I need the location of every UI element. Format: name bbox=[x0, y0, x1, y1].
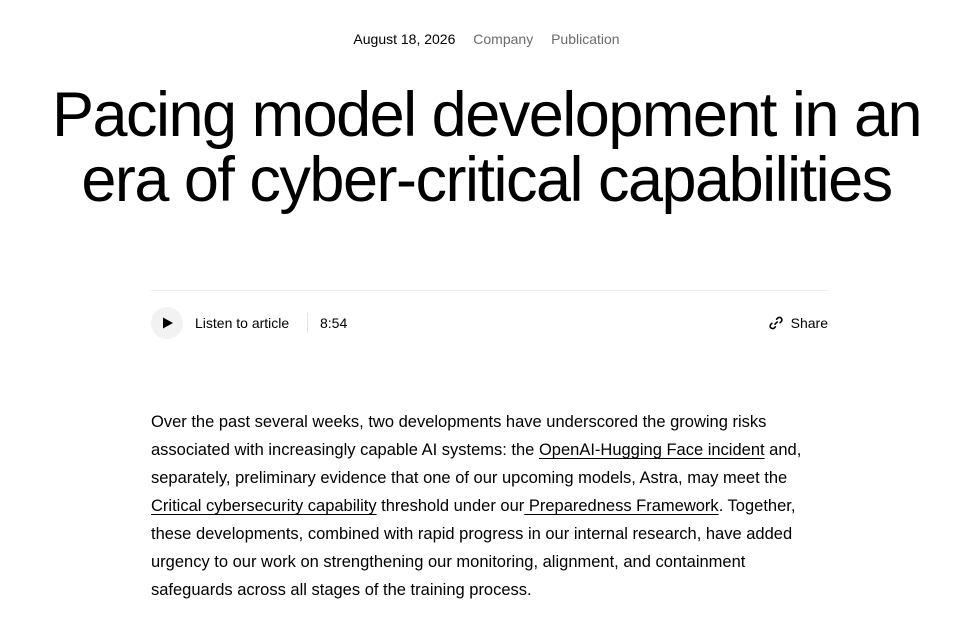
player-separator bbox=[307, 313, 308, 333]
article-title bbox=[0, 80, 973, 215]
link-icon bbox=[768, 315, 784, 331]
paragraph-text: . Together, these developments, combined with rapid progress in our internal research, have added urgency to our work on strengthening our monitoring, alignment, and containment safeguards across all stages of the training process. bbox=[151, 497, 796, 599]
audio-player bbox=[151, 307, 828, 339]
share-label: Share bbox=[790, 315, 828, 331]
play-icon bbox=[162, 317, 174, 329]
paragraph-text: threshold under our bbox=[376, 497, 525, 515]
share-button[interactable] bbox=[768, 313, 828, 333]
title-line-1: Pacing model development in an bbox=[51, 80, 922, 150]
category-link[interactable]: Company bbox=[473, 31, 534, 47]
preparedness-framework-link[interactable]: Preparedness Framework bbox=[524, 497, 719, 515]
publish-date: August 18, 2026 bbox=[353, 31, 456, 47]
article-paragraph bbox=[151, 408, 831, 604]
paragraph-text: Over the past several weeks, two developments have underscored the growing risks associated with increasingly capable AI systems: the bbox=[151, 413, 767, 459]
title-line-2: era of cyber-critical capabilities bbox=[81, 145, 892, 215]
type-link[interactable]: Publication bbox=[551, 31, 620, 47]
paragraph-text: and, separately, preliminary evidence that one of our upcoming models, Astra, may meet the bbox=[151, 441, 802, 487]
cybersecurity-capability-link[interactable]: Critical cybersecurity capability bbox=[151, 497, 377, 515]
article-meta bbox=[0, 30, 973, 48]
audio-duration: 8:54 bbox=[320, 315, 348, 331]
listen-to-article-button[interactable]: Listen to article bbox=[195, 315, 290, 331]
play-button[interactable] bbox=[151, 307, 183, 339]
divider bbox=[151, 290, 828, 291]
incident-link[interactable]: OpenAI-Hugging Face incident bbox=[538, 441, 765, 459]
